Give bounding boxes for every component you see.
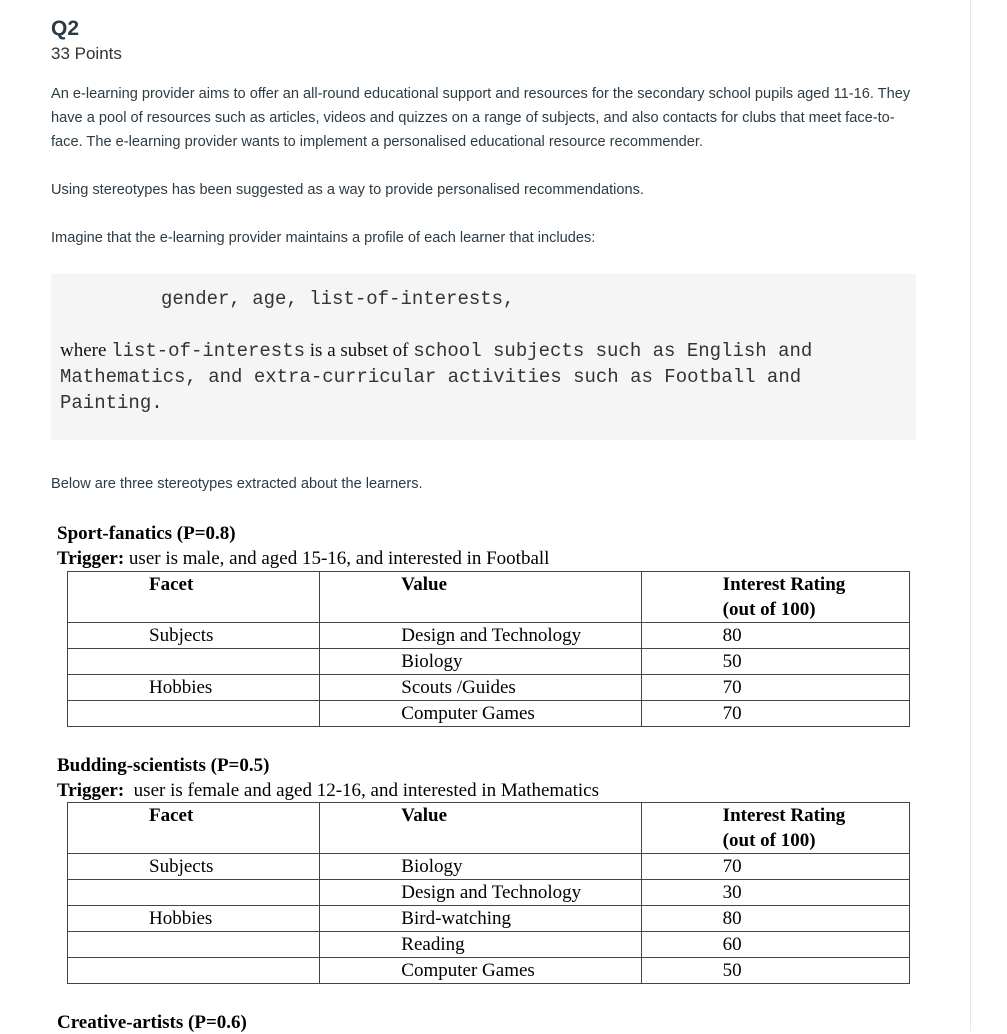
subjects-text: school subjects such as English and Mathematics, and extra-curricular activities such as Football and Painting. (60, 340, 813, 414)
subset-text: is a subset of (309, 340, 409, 361)
trigger-text: user is male, and aged 15-16, and interested in Football (124, 548, 550, 569)
rating-cell: 70 (641, 675, 909, 701)
rating-cell: 60 (641, 932, 909, 958)
stereotype-1-title: Sport-fanatics (P=0.8) (57, 523, 236, 544)
value-cell: Reading (320, 932, 641, 958)
value-cell: Biology (320, 649, 641, 675)
stereotype-2-title: Budding-scientists (P=0.5) (57, 755, 270, 776)
value-cell: Biology (320, 854, 641, 880)
table-row (68, 932, 910, 958)
profile-description (60, 338, 910, 416)
table-header-row (68, 803, 910, 854)
table-row (68, 906, 910, 932)
value-cell: Computer Games (320, 958, 641, 984)
rating-cell: 50 (641, 649, 909, 675)
table-row (68, 854, 910, 880)
facet-cell (68, 932, 320, 958)
rating-cell: 80 (641, 906, 909, 932)
question-title: Q2 (51, 17, 80, 40)
rating-header: Interest Rating (out of 100) (641, 803, 909, 854)
value-cell: Scouts /Guides (320, 675, 641, 701)
facet-cell (68, 880, 320, 906)
trigger-label: Trigger: (57, 548, 125, 569)
table-row (68, 649, 910, 675)
loi-term: list-of-interests (111, 340, 306, 362)
profile-box (51, 274, 916, 440)
trigger-label: Trigger: (57, 780, 125, 801)
content-divider (970, 0, 971, 1031)
intro-paragraph-2: Using stereotypes has been suggested as a way to provide personalised recommendations. (51, 182, 645, 198)
table-row (68, 701, 910, 727)
value-header: Value (320, 572, 641, 623)
stereotype-2-table (67, 802, 910, 984)
facet-cell: Hobbies (68, 675, 320, 701)
value-cell: Design and Technology (320, 880, 641, 906)
rating-cell: 30 (641, 880, 909, 906)
table-row (68, 958, 910, 984)
profile-fields: gender, age, list-of-interests, (161, 288, 515, 310)
value-cell: Design and Technology (320, 623, 641, 649)
where-word: where (60, 340, 107, 361)
intro-paragraph-1: An e-learning provider aims to offer an all-round educational support and resources for the secondary school pupils aged 11-16. They have a pool of resources such as articles, videos and quizzes on a range of subjects, and also contacts for clubs that meet face-to-face. The e-learning provider wants to implement a personalised educational resource recommender. (51, 86, 911, 150)
facet-header: Facet (68, 572, 320, 623)
facet-cell (68, 701, 320, 727)
facet-cell: Subjects (68, 623, 320, 649)
rating-header: Interest Rating (out of 100) (641, 572, 909, 623)
stereotype-3-title: Creative-artists (P=0.6) (57, 1012, 247, 1033)
rating-cell: 70 (641, 854, 909, 880)
intro-paragraph-4: Below are three stereotypes extracted about the learners. (51, 476, 423, 492)
trigger-text: user is female and aged 12-16, and interested in Mathematics (124, 780, 600, 801)
facet-cell (68, 958, 320, 984)
table-row (68, 623, 910, 649)
value-header: Value (320, 803, 641, 854)
stereotype-1-table (67, 571, 910, 727)
rating-cell: 70 (641, 701, 909, 727)
intro-paragraph-3: Imagine that the e-learning provider maintains a profile of each learner that includes: (51, 230, 596, 246)
stereotype-2-trigger (57, 780, 599, 802)
rating-cell: 50 (641, 958, 909, 984)
facet-header: Facet (68, 803, 320, 854)
value-cell: Bird-watching (320, 906, 641, 932)
value-cell: Computer Games (320, 701, 641, 727)
facet-cell: Hobbies (68, 906, 320, 932)
question-points: 33 Points (51, 44, 122, 63)
stereotypes-document (51, 519, 916, 1031)
facet-cell (68, 649, 320, 675)
rating-cell: 80 (641, 623, 909, 649)
facet-cell: Subjects (68, 854, 320, 880)
table-header-row (68, 572, 910, 623)
table-row (68, 675, 910, 701)
stereotype-1-trigger (57, 548, 549, 570)
table-row (68, 880, 910, 906)
